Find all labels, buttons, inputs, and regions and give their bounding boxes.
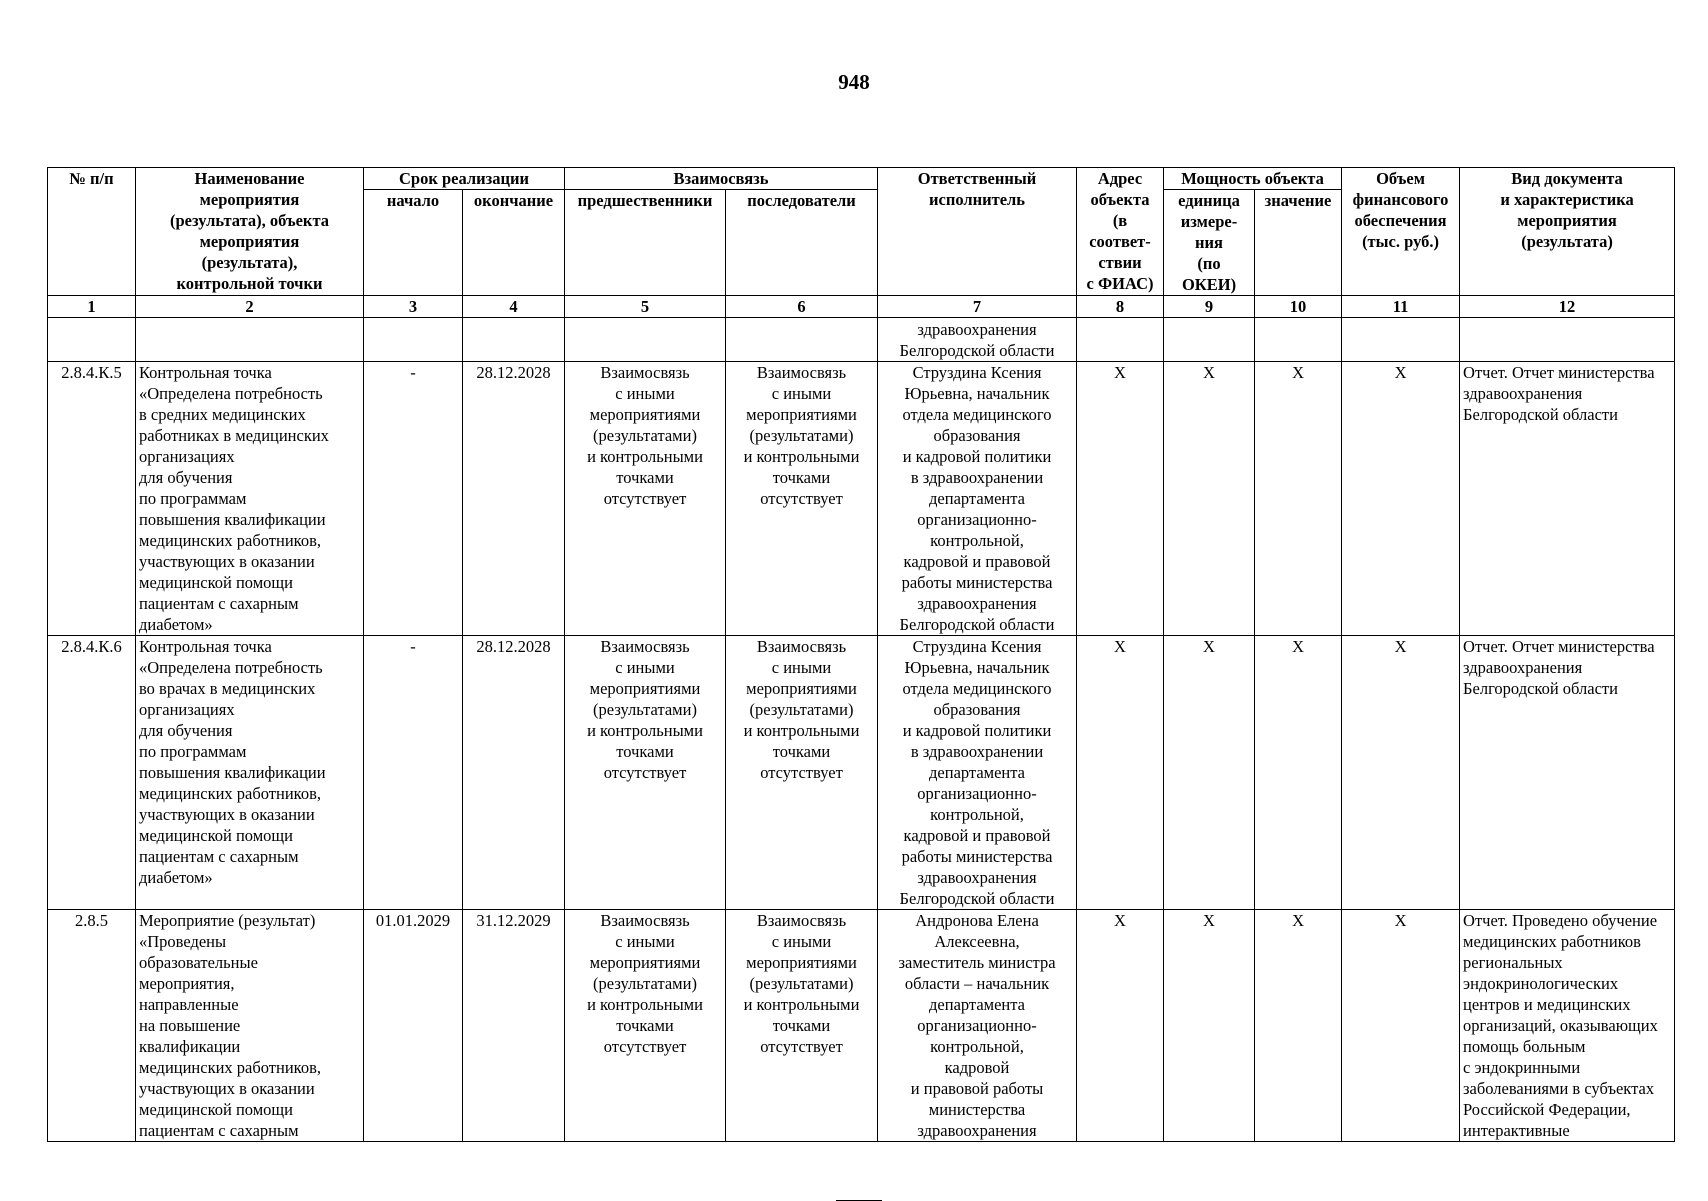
row-address <box>1077 318 1164 362</box>
column-number: 3 <box>364 296 463 318</box>
cell-line: образования <box>933 700 1021 719</box>
cell-line: Белгородской области <box>899 341 1055 360</box>
row-number: 2.8.5 <box>48 910 136 1142</box>
cell-line: Струздина Ксения <box>912 363 1042 382</box>
cell-line: Андронова Елена <box>915 911 1039 930</box>
table-row <box>48 636 1675 910</box>
row-successors <box>726 636 878 910</box>
header-capacity: Мощность объекта <box>1164 168 1342 190</box>
cell-line: «Проведены <box>139 932 227 951</box>
cell-line: точками <box>616 468 674 487</box>
header-line: ствии <box>1098 253 1142 272</box>
header-line: финансового <box>1352 190 1449 209</box>
cell-line: Алексеевна, <box>934 932 1020 951</box>
table-body <box>48 296 1675 1142</box>
row-address: X <box>1077 910 1164 1142</box>
header-line: мероприятия <box>199 190 300 209</box>
cell-line: Отчет. Проведено обучение <box>1463 911 1658 930</box>
cell-line: точками <box>772 468 831 487</box>
row-start-date: - <box>364 362 463 636</box>
cell-line: мероприятиями <box>589 953 701 972</box>
row-responsible <box>878 362 1077 636</box>
header-name <box>136 168 364 296</box>
cell-line: здравоохранения <box>1463 658 1583 677</box>
cell-line: заболеваниями в субъектах <box>1463 1079 1655 1098</box>
cell-line: региональных <box>1463 953 1563 972</box>
row-unit: X <box>1164 910 1255 1142</box>
table-row <box>48 362 1675 636</box>
cell-line: кадровой <box>944 1058 1010 1077</box>
cell-line: заместитель министра <box>898 953 1056 972</box>
cell-line: медицинских работников <box>1463 932 1641 951</box>
cell-line: (результатами) <box>749 700 854 719</box>
cell-line: министерства <box>928 1100 1026 1119</box>
header-line: (тыс. руб.) <box>1362 232 1439 251</box>
cell-line: Белгородской области <box>899 889 1055 908</box>
cell-line: точками <box>616 742 674 761</box>
cell-line: Взаимосвязь <box>600 911 690 930</box>
row-predecessors <box>565 636 726 910</box>
cell-line: и контрольными <box>587 721 703 740</box>
row-financing <box>1342 318 1460 362</box>
column-number: 7 <box>878 296 1077 318</box>
cell-line: эндокринологических <box>1463 974 1619 993</box>
row-responsible <box>878 636 1077 910</box>
row-document <box>1460 362 1675 636</box>
cell-line: и контрольными <box>743 447 860 466</box>
header-line: Объем <box>1376 169 1425 188</box>
column-number: 11 <box>1342 296 1460 318</box>
cell-line: с эндокринными <box>1463 1058 1581 1077</box>
cell-line: с иными <box>615 384 675 403</box>
cell-line: организациях <box>139 700 235 719</box>
header-financing <box>1342 168 1460 296</box>
header-line: соответ- <box>1089 232 1151 251</box>
header-line: Вид документа <box>1511 169 1623 188</box>
row-value: X <box>1255 636 1342 910</box>
column-number: 10 <box>1255 296 1342 318</box>
cell-line: повышения квалификации <box>139 510 326 529</box>
cell-line: по программам <box>139 489 247 508</box>
row-unit: X <box>1164 636 1255 910</box>
row-end-date: 31.12.2029 <box>463 910 565 1142</box>
cell-line: медицинской помощи <box>139 1100 293 1119</box>
cell-line: точками <box>616 1016 674 1035</box>
cell-line: повышения квалификации <box>139 763 326 782</box>
cell-line: организационно- <box>917 784 1037 803</box>
cell-line: медицинских работников, <box>139 531 322 550</box>
cell-line: кадровой и правовой <box>903 552 1051 571</box>
cell-line: организациях <box>139 447 235 466</box>
row-value: X <box>1255 910 1342 1142</box>
row-successors <box>726 362 878 636</box>
cell-line: с иными <box>771 658 832 677</box>
cell-line: Белгородской области <box>1463 405 1618 424</box>
cell-line: работниках в медицинских <box>139 426 329 445</box>
row-start-date: - <box>364 636 463 910</box>
header-value: значение <box>1255 190 1342 296</box>
cell-line: на повышение <box>139 1016 241 1035</box>
cell-line: мероприятиями <box>589 405 701 424</box>
header-line: и характеристика <box>1500 190 1634 209</box>
header-line: обеспечения <box>1354 211 1447 230</box>
row-end-date <box>463 318 565 362</box>
column-number: 4 <box>463 296 565 318</box>
cell-line: квалификации <box>139 1037 241 1056</box>
cell-line: Юрьевна, начальник <box>904 384 1050 403</box>
row-number <box>48 318 136 362</box>
cell-line: (результатами) <box>593 426 697 445</box>
cell-line: центров и медицинских <box>1463 995 1631 1014</box>
header-unit <box>1164 190 1255 296</box>
row-name <box>136 318 364 362</box>
cell-line: (результатами) <box>593 974 697 993</box>
row-responsible <box>878 318 1077 362</box>
cell-line: пациентам с сахарным <box>139 594 299 613</box>
cell-line: точками <box>772 1016 831 1035</box>
cell-line: организационно- <box>917 1016 1037 1035</box>
cell-line: здравоохранения <box>1463 384 1583 403</box>
header-line: исполнитель <box>928 190 1026 209</box>
row-document <box>1460 318 1675 362</box>
header-responsible <box>878 168 1077 296</box>
header-line: (результата) <box>1521 232 1613 251</box>
cell-line: в средних медицинских <box>139 405 306 424</box>
row-value: X <box>1255 362 1342 636</box>
header-line: контрольной точки <box>176 274 323 293</box>
row-name <box>136 636 364 910</box>
row-financing: X <box>1342 636 1460 910</box>
column-number: 8 <box>1077 296 1164 318</box>
column-number: 1 <box>48 296 136 318</box>
header-line: (результата), объекта <box>170 211 329 230</box>
header-end: окончание <box>463 190 565 296</box>
cell-line: Взаимосвязь <box>600 363 690 382</box>
header-document-type <box>1460 168 1675 296</box>
header-line: ния <box>1195 233 1223 252</box>
cell-line: с иными <box>771 932 832 951</box>
row-start-date: 01.01.2029 <box>364 910 463 1142</box>
header-line: ОКЕИ) <box>1181 275 1237 294</box>
cell-line: отдела медицинского <box>902 679 1052 698</box>
header-line: измере- <box>1180 212 1238 231</box>
cell-line: отдела медицинского <box>902 405 1052 424</box>
cell-line: Контрольная точка <box>139 363 272 382</box>
cell-line: и кадровой политики <box>902 447 1052 466</box>
cell-line: и правовой работы <box>910 1079 1044 1098</box>
cell-line: с иными <box>615 932 675 951</box>
header-line: мероприятия <box>1517 211 1617 230</box>
cell-line: отсутствует <box>760 763 843 782</box>
cell-line: с иными <box>771 384 832 403</box>
row-number: 2.8.4.К.5 <box>48 362 136 636</box>
cell-line: Юрьевна, начальник <box>904 658 1050 677</box>
row-end-date: 28.12.2028 <box>463 636 565 910</box>
cell-line: пациентам с сахарным <box>139 847 299 866</box>
cell-line: пациентам с сахарным <box>139 1121 299 1140</box>
cell-line: Контрольная точка <box>139 637 272 656</box>
header-address <box>1077 168 1164 296</box>
row-unit: X <box>1164 362 1255 636</box>
cell-line: для обучения <box>139 721 233 740</box>
cell-line: работы министерства <box>901 573 1053 592</box>
cell-line: организационно- <box>917 510 1037 529</box>
cell-line: здравоохранения <box>917 868 1037 887</box>
cell-line: здравоохранения <box>917 320 1037 339</box>
cell-line: «Определена потребность <box>139 384 323 403</box>
cell-line: контрольной, <box>930 805 1024 824</box>
header-line: Адрес <box>1097 169 1143 188</box>
header-line: Наименование <box>194 169 305 188</box>
cell-line: участвующих в оказании <box>139 805 315 824</box>
cell-line: точками <box>772 742 831 761</box>
cell-line: департамента <box>929 763 1025 782</box>
cell-line: Белгородской области <box>1463 679 1618 698</box>
cell-line: мероприятиями <box>589 679 701 698</box>
column-number: 2 <box>136 296 364 318</box>
cell-line: Отчет. Отчет министерства <box>1463 637 1655 656</box>
cell-line: для обучения <box>139 468 233 487</box>
row-successors <box>726 318 878 362</box>
cell-line: направленные <box>139 995 239 1014</box>
cell-line: контрольной, <box>930 1037 1024 1056</box>
cell-line: (результатами) <box>749 974 854 993</box>
cell-line: мероприятиями <box>746 679 857 698</box>
column-number-row <box>48 296 1675 318</box>
row-address: X <box>1077 636 1164 910</box>
row-financing: X <box>1342 910 1460 1142</box>
cell-line: (результатами) <box>749 426 854 445</box>
cell-line: в здравоохранении <box>910 468 1044 487</box>
header-line: объекта <box>1090 190 1150 209</box>
row-unit <box>1164 318 1255 362</box>
header-line: Ответственный <box>917 169 1037 188</box>
cell-line: и контрольными <box>587 995 703 1014</box>
cell-line: с иными <box>615 658 675 677</box>
cell-line: участвующих в оказании <box>139 1079 315 1098</box>
table-row <box>48 910 1675 1142</box>
cell-line: Взаимосвязь <box>756 637 847 656</box>
cell-line: департамента <box>929 489 1025 508</box>
cell-line: департамента <box>929 995 1025 1014</box>
cell-line: медицинской помощи <box>139 826 293 845</box>
cell-line: здравоохранения <box>917 594 1037 613</box>
row-address: X <box>1077 362 1164 636</box>
cell-line: здравоохранения <box>917 1121 1037 1140</box>
header-successors: последователи <box>726 190 878 296</box>
cell-line: отсутствует <box>603 763 687 782</box>
cell-line: мероприятиями <box>746 953 857 972</box>
cell-line: медицинских работников, <box>139 784 322 803</box>
cell-line: и контрольными <box>587 447 703 466</box>
header-number: № п/п <box>48 168 136 296</box>
column-number: 6 <box>726 296 878 318</box>
cell-line: «Определена потребность <box>139 658 323 677</box>
column-number: 5 <box>565 296 726 318</box>
row-number: 2.8.4.К.6 <box>48 636 136 910</box>
cell-line: во врачах в медицинских <box>139 679 316 698</box>
row-name <box>136 910 364 1142</box>
cell-line: отсутствует <box>603 489 687 508</box>
row-document <box>1460 636 1675 910</box>
table-row <box>48 318 1675 362</box>
row-successors <box>726 910 878 1142</box>
row-predecessors <box>565 318 726 362</box>
header-line: мероприятия <box>199 232 300 251</box>
cell-line: диабетом» <box>139 868 213 887</box>
header-line: (по <box>1197 254 1221 273</box>
cell-line: медицинской помощи <box>139 573 293 592</box>
header-line: (результата), <box>201 253 298 272</box>
cell-line: интерактивные <box>1463 1121 1570 1140</box>
cell-line: медицинских работников, <box>139 1058 322 1077</box>
row-document <box>1460 910 1675 1142</box>
cell-line: помощь больным <box>1463 1037 1586 1056</box>
cell-line: мероприятия, <box>139 974 235 993</box>
page-number: 948 <box>838 70 870 94</box>
cell-line: отсутствует <box>760 1037 843 1056</box>
row-predecessors <box>565 362 726 636</box>
row-end-date: 28.12.2028 <box>463 362 565 636</box>
cell-line: Струздина Ксения <box>912 637 1042 656</box>
cell-line: (результатами) <box>593 700 697 719</box>
header-period: Срок реализации <box>364 168 565 190</box>
column-number: 9 <box>1164 296 1255 318</box>
cell-line: по программам <box>139 742 247 761</box>
cell-line: Взаимосвязь <box>756 363 847 382</box>
header-predecessors: предшественники <box>565 190 726 296</box>
cell-line: отсутствует <box>760 489 843 508</box>
column-number: 12 <box>1460 296 1675 318</box>
header-line: (в <box>1112 211 1128 230</box>
cell-line: Отчет. Отчет министерства <box>1463 363 1655 382</box>
row-start-date <box>364 318 463 362</box>
header-line: с ФИАС) <box>1086 274 1154 293</box>
cell-line: образовательные <box>139 953 258 972</box>
header-start: начало <box>364 190 463 296</box>
row-name <box>136 362 364 636</box>
cell-line: и кадровой политики <box>902 721 1052 740</box>
cell-line: работы министерства <box>901 847 1053 866</box>
cell-line: отсутствует <box>603 1037 687 1056</box>
header-relationship: Взаимосвязь <box>565 168 878 190</box>
row-predecessors <box>565 910 726 1142</box>
cell-line: Взаимосвязь <box>600 637 690 656</box>
cell-line: мероприятиями <box>746 405 857 424</box>
row-responsible <box>878 910 1077 1142</box>
cell-line: диабетом» <box>139 615 213 634</box>
cell-line: образования <box>933 426 1021 445</box>
implementation-plan-table <box>47 167 1675 1142</box>
cell-line: участвующих в оказании <box>139 552 315 571</box>
row-financing: X <box>1342 362 1460 636</box>
cell-line: области – начальник <box>904 974 1050 993</box>
cell-line: и контрольными <box>743 721 860 740</box>
cell-line: Российской Федерации, <box>1463 1100 1631 1119</box>
cell-line: Мероприятие (результат) <box>139 911 316 930</box>
cell-line: организаций, оказывающих <box>1463 1016 1658 1035</box>
cell-line: и контрольными <box>743 995 860 1014</box>
cell-line: Взаимосвязь <box>756 911 847 930</box>
cell-line: в здравоохранении <box>910 742 1044 761</box>
table-header <box>48 168 1675 296</box>
cell-line: контрольной, <box>930 531 1024 550</box>
cell-line: кадровой и правовой <box>903 826 1051 845</box>
row-value <box>1255 318 1342 362</box>
header-line: единица <box>1178 191 1240 210</box>
cell-line: Белгородской области <box>899 615 1055 634</box>
